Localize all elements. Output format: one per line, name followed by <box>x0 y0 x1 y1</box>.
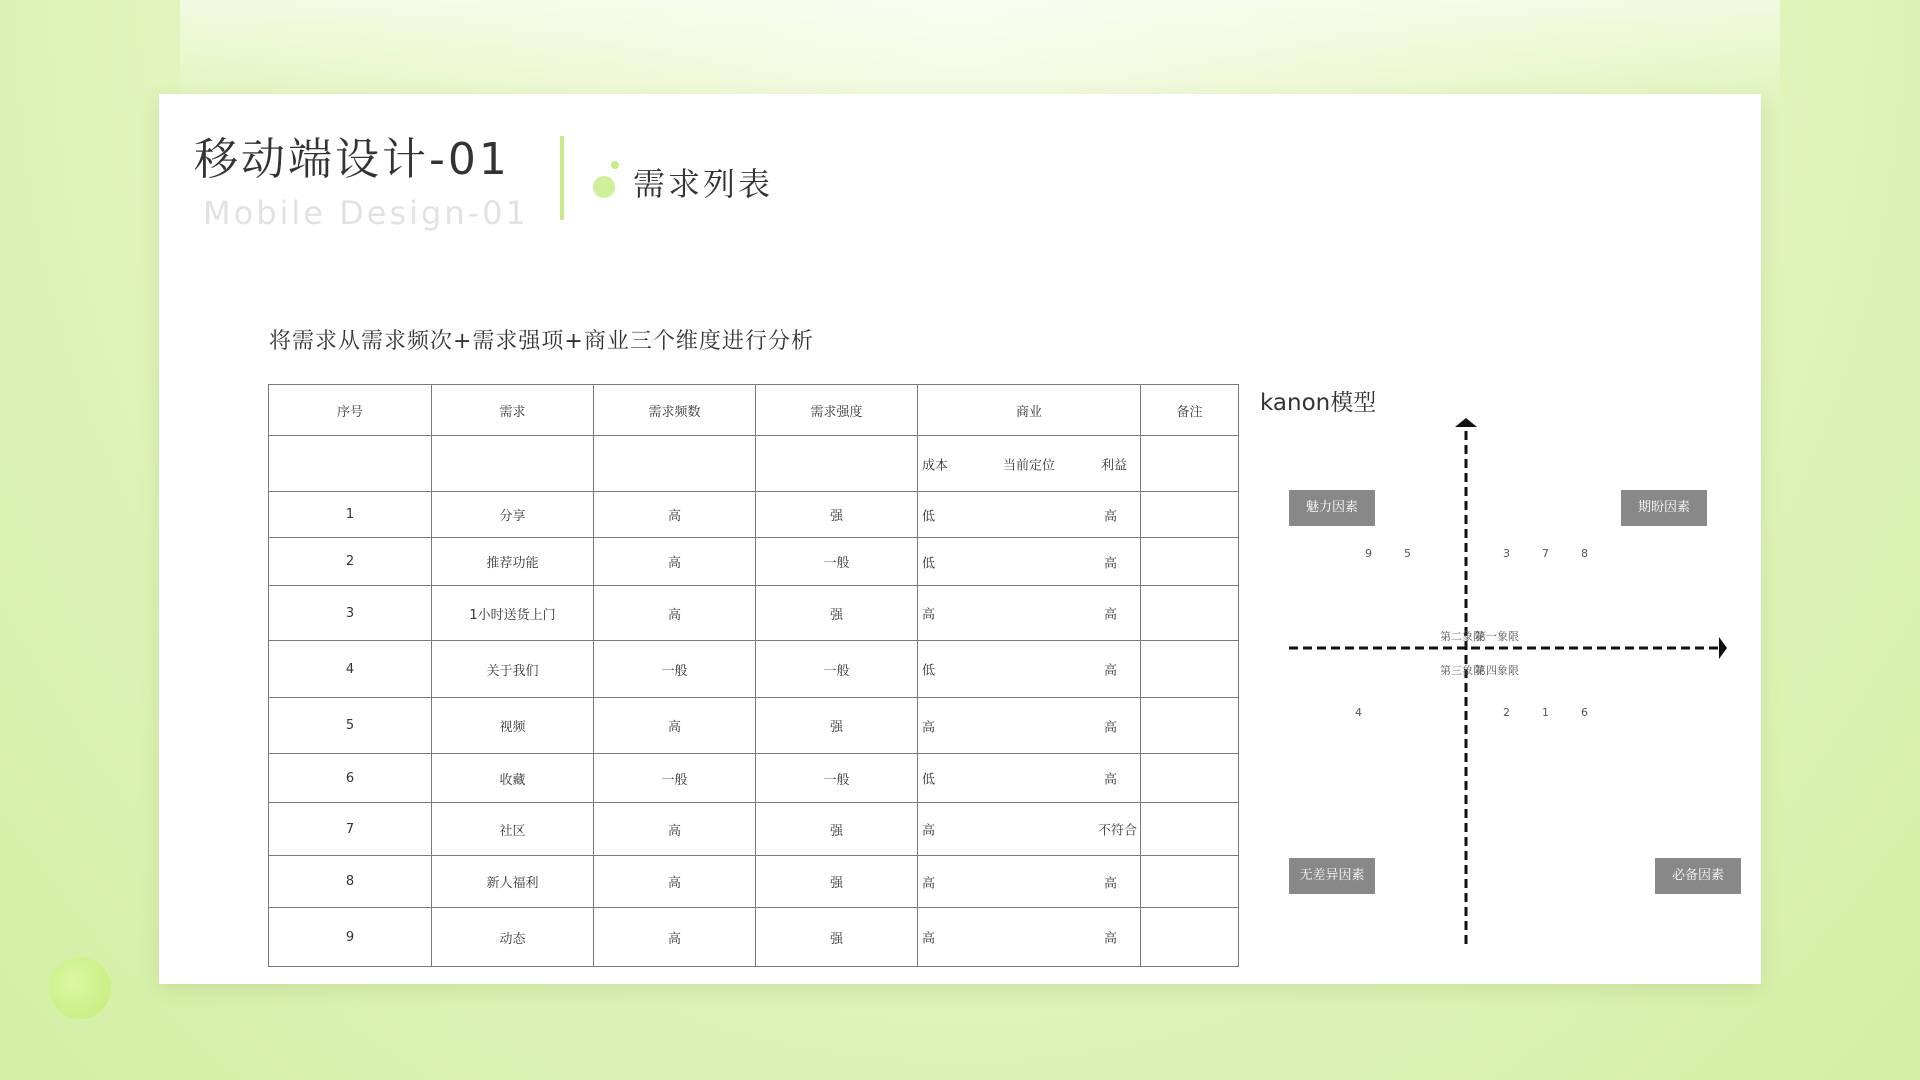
cell-no: 9 <box>269 908 432 967</box>
cell-no: 3 <box>269 586 432 641</box>
cell-business <box>918 492 1141 538</box>
cell-need: 社区 <box>432 803 594 856</box>
cell-cost: 低 <box>922 663 936 679</box>
business-subheader <box>918 436 1141 492</box>
cell-note <box>1141 538 1239 586</box>
table-cell <box>1141 436 1239 492</box>
factor-box-indifferent: 无差异因素 <box>1289 858 1375 894</box>
table-row <box>269 698 1239 754</box>
cell-business <box>918 754 1141 803</box>
cell-cost: 低 <box>922 509 936 524</box>
subheader-benefit: 利益 <box>1101 458 1128 473</box>
cell-business <box>918 856 1141 908</box>
page-subtitle-en: Mobile Design-01 <box>203 194 529 232</box>
quadrant-number: 4 <box>1355 706 1362 719</box>
cell-strength: 一般 <box>756 538 918 586</box>
cell-freq: 高 <box>594 856 756 908</box>
cell-need: 关于我们 <box>432 641 594 698</box>
cell-need: 新人福利 <box>432 856 594 908</box>
kanon-title: kanon模型 <box>1260 390 1377 416</box>
header-no: 序号 <box>269 385 432 436</box>
quadrant-label-3: 第三象限 <box>1440 664 1484 677</box>
header-need: 需求 <box>432 385 594 436</box>
cell-benefit: 高 <box>1104 772 1118 788</box>
cell-no: 5 <box>269 698 432 754</box>
cell-strength: 强 <box>756 492 918 538</box>
cell-business <box>918 586 1141 641</box>
cell-note <box>1141 586 1239 641</box>
table-cell <box>432 436 594 492</box>
cell-note <box>1141 641 1239 698</box>
cell-benefit: 高 <box>1104 876 1118 891</box>
analysis-description: 将需求从需求频次+需求强项+商业三个维度进行分析 <box>269 329 814 354</box>
cell-note <box>1141 908 1239 967</box>
quadrant-number: 9 <box>1365 547 1372 560</box>
header-note: 备注 <box>1141 385 1239 436</box>
cell-cost: 高 <box>922 823 936 839</box>
cell-strength: 一般 <box>756 641 918 698</box>
quadrant-number: 6 <box>1581 706 1588 719</box>
cell-freq: 高 <box>594 698 756 754</box>
header-business: 商业 <box>918 385 1141 436</box>
cell-business <box>918 641 1141 698</box>
cell-benefit: 高 <box>1104 663 1118 679</box>
table-row <box>269 538 1239 586</box>
cell-cost: 高 <box>922 720 936 735</box>
cell-note <box>1141 698 1239 754</box>
cell-cost: 高 <box>922 607 936 623</box>
arrow-right-icon <box>1719 637 1727 659</box>
cell-benefit: 高 <box>1104 720 1118 735</box>
cell-freq: 一般 <box>594 754 756 803</box>
table-row <box>269 641 1239 698</box>
cell-business <box>918 908 1141 967</box>
cell-no: 4 <box>269 641 432 698</box>
cell-strength: 强 <box>756 908 918 967</box>
table-cell <box>756 436 918 492</box>
factor-box-attractive: 魅力因素 <box>1289 490 1375 526</box>
cell-need: 收藏 <box>432 754 594 803</box>
section-title: 需求列表 <box>633 165 774 203</box>
cell-no: 2 <box>269 538 432 586</box>
cell-benefit: 高 <box>1104 607 1118 623</box>
table-row <box>269 908 1239 967</box>
cell-need: 1小时送货上门 <box>432 586 594 641</box>
cell-no: 6 <box>269 754 432 803</box>
quadrant-number: 5 <box>1404 547 1411 560</box>
cell-freq: 高 <box>594 586 756 641</box>
cell-business <box>918 698 1141 754</box>
title-divider <box>560 136 564 220</box>
cell-business <box>918 803 1141 856</box>
header-strength: 需求强度 <box>756 385 918 436</box>
factor-box-must-be: 必备因素 <box>1655 858 1741 894</box>
cell-need: 视频 <box>432 698 594 754</box>
cell-freq: 高 <box>594 492 756 538</box>
quadrant-label-4: 第四象限 <box>1475 664 1519 677</box>
cell-benefit: 高 <box>1104 556 1118 571</box>
cell-cost: 低 <box>922 556 936 571</box>
subheader-position: 当前定位 <box>1003 458 1056 473</box>
quadrant-number: 3 <box>1503 547 1510 560</box>
table-row <box>269 856 1239 908</box>
table-header-row <box>269 385 1239 436</box>
cell-no: 1 <box>269 492 432 538</box>
cell-need: 动态 <box>432 908 594 967</box>
cell-freq: 高 <box>594 538 756 586</box>
cell-strength: 强 <box>756 698 918 754</box>
cell-freq: 高 <box>594 908 756 967</box>
cell-need: 推荐功能 <box>432 538 594 586</box>
cell-no: 8 <box>269 856 432 908</box>
table-cell <box>594 436 756 492</box>
decor-dot-small <box>611 161 619 169</box>
cell-note <box>1141 803 1239 856</box>
table-row <box>269 492 1239 538</box>
cell-benefit: 不符合 <box>1098 823 1138 839</box>
cell-strength: 强 <box>756 856 918 908</box>
cell-no: 7 <box>269 803 432 856</box>
header-freq: 需求频数 <box>594 385 756 436</box>
cell-strength: 强 <box>756 586 918 641</box>
cell-freq: 一般 <box>594 641 756 698</box>
cell-cost: 高 <box>922 931 936 947</box>
quadrant-label-2: 第二象限 <box>1440 630 1484 643</box>
cell-note <box>1141 492 1239 538</box>
cell-strength: 强 <box>756 803 918 856</box>
cell-freq: 高 <box>594 803 756 856</box>
cell-cost: 低 <box>922 772 936 788</box>
cell-benefit: 高 <box>1104 931 1118 947</box>
quadrant-number: 1 <box>1542 706 1549 719</box>
cell-strength: 一般 <box>756 754 918 803</box>
decor-dot-large <box>593 176 615 198</box>
cell-note <box>1141 856 1239 908</box>
quadrant-number: 2 <box>1503 706 1510 719</box>
decor-circle <box>49 957 111 1019</box>
table-subheader-row <box>269 436 1239 492</box>
cell-need: 分享 <box>432 492 594 538</box>
quadrant-number: 7 <box>1542 547 1549 560</box>
quadrant-number: 8 <box>1581 547 1588 560</box>
table-cell <box>269 436 432 492</box>
subheader-cost: 成本 <box>922 458 949 473</box>
factor-box-expected: 期盼因素 <box>1621 490 1707 526</box>
table-row <box>269 754 1239 803</box>
arrow-up-icon <box>1455 418 1477 427</box>
table-row <box>269 586 1239 641</box>
cell-benefit: 高 <box>1104 509 1118 524</box>
slide-card <box>159 94 1761 984</box>
table-row <box>269 803 1239 856</box>
page-title: 移动端设计-01 <box>194 134 510 185</box>
requirements-table <box>268 384 1239 967</box>
cell-business <box>918 538 1141 586</box>
kanon-diagram <box>1269 412 1769 952</box>
quadrant-label-1: 第一象限 <box>1475 630 1519 643</box>
cell-cost: 高 <box>922 876 936 891</box>
cell-note <box>1141 754 1239 803</box>
